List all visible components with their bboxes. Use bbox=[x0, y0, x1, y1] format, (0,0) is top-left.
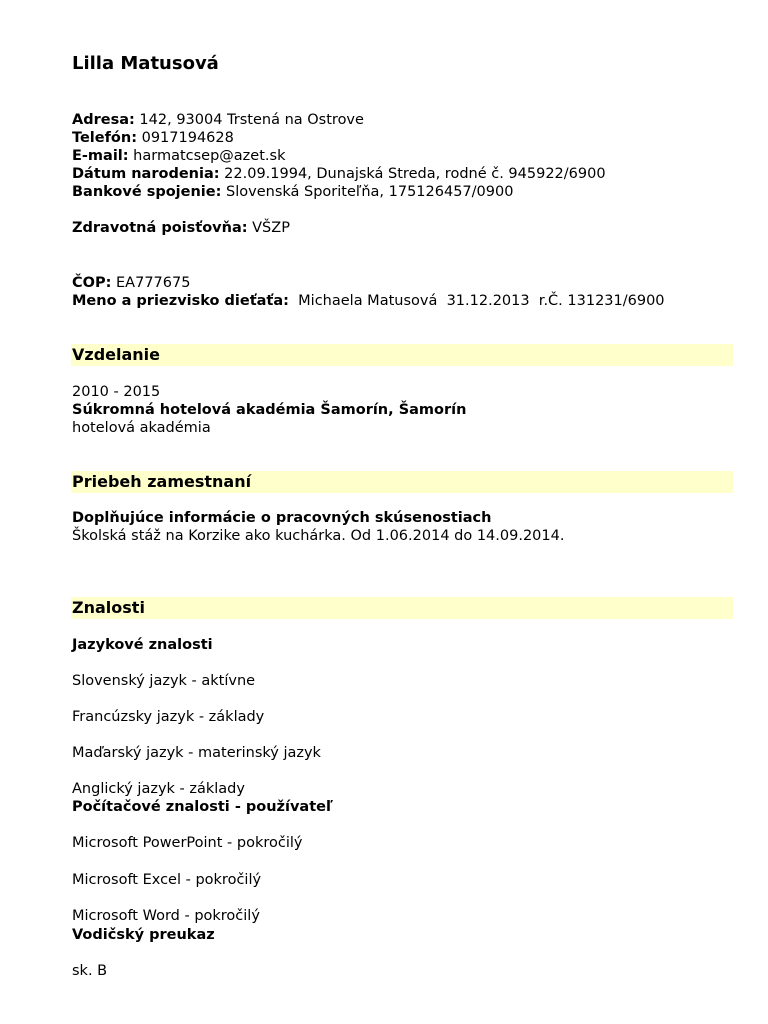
education-school: Súkromná hotelová akadémia Šamorín, Šamorín bbox=[72, 402, 467, 418]
employment-subheading: Doplňujúce informácie o pracovných skúsenostiach bbox=[72, 510, 492, 526]
driving-license-value: sk. B bbox=[72, 963, 108, 979]
cop-line bbox=[72, 274, 190, 292]
computer-skill-item: Microsoft Word - pokročilý bbox=[72, 908, 260, 924]
education-section-header bbox=[71, 344, 733, 366]
email-label: E-mail: bbox=[72, 148, 129, 164]
education-field: hotelová akadémia bbox=[72, 420, 211, 436]
child-line bbox=[72, 292, 665, 310]
bank-line bbox=[72, 183, 513, 201]
languages-heading: Jazykové znalosti bbox=[72, 637, 213, 653]
driving-license-heading: Vodičský preukaz bbox=[72, 927, 215, 943]
employment-section-header bbox=[71, 471, 733, 493]
child-label: Meno a priezvisko dieťaťa: bbox=[72, 293, 289, 309]
cop-value: EA777675 bbox=[116, 275, 191, 291]
language-item: Maďarský jazyk - materinský jazyk bbox=[72, 745, 321, 761]
email-line bbox=[72, 147, 285, 165]
insurance-line bbox=[72, 219, 290, 237]
employment-heading: Priebeh zamestnaní bbox=[72, 472, 252, 491]
education-years: 2010 - 2015 bbox=[72, 384, 161, 400]
person-name: Lilla Matusová bbox=[72, 53, 219, 74]
insurance-value: VŠZP bbox=[252, 220, 290, 236]
birth-line bbox=[72, 165, 606, 183]
employment-text: Školská stáž na Korzike ako kuchárka. Od 1.06.2014 do 14.09.2014. bbox=[72, 528, 565, 544]
phone-line bbox=[72, 129, 234, 147]
child-value: Michaela Matusová 31.12.2013 r.Č. 131231/6900 bbox=[298, 293, 665, 309]
computer-skill-item: Microsoft PowerPoint - pokročilý bbox=[72, 835, 303, 851]
computer-skill-item: Microsoft Excel - pokročilý bbox=[72, 872, 262, 888]
skills-section-header bbox=[71, 597, 733, 619]
bank-value: Slovenská Sporiteľňa, 175126457/0900 bbox=[226, 184, 514, 200]
email-value: harmatcsep@azet.sk bbox=[133, 148, 286, 164]
language-item: Francúzsky jazyk - základy bbox=[72, 709, 265, 725]
cop-label: ČOP: bbox=[72, 275, 112, 291]
address-label: Adresa: bbox=[72, 112, 135, 128]
phone-value: 0917194628 bbox=[141, 130, 234, 146]
education-heading: Vzdelanie bbox=[72, 345, 161, 364]
skills-heading: Znalosti bbox=[72, 598, 145, 617]
birth-value: 22.09.1994, Dunajská Streda, rodné č. 945922/6900 bbox=[224, 166, 606, 182]
phone-label: Telefón: bbox=[72, 130, 137, 146]
bank-label: Bankové spojenie: bbox=[72, 184, 222, 200]
address-value: 142, 93004 Trstená na Ostrove bbox=[139, 112, 364, 128]
insurance-label: Zdravotná poisťovňa: bbox=[72, 220, 248, 236]
birth-label: Dátum narodenia: bbox=[72, 166, 220, 182]
computer-skills-heading: Počítačové znalosti - používateľ bbox=[72, 799, 333, 815]
language-item: Slovenský jazyk - aktívne bbox=[72, 673, 256, 689]
address-line bbox=[72, 111, 364, 129]
language-item: Anglický jazyk - základy bbox=[72, 781, 245, 797]
